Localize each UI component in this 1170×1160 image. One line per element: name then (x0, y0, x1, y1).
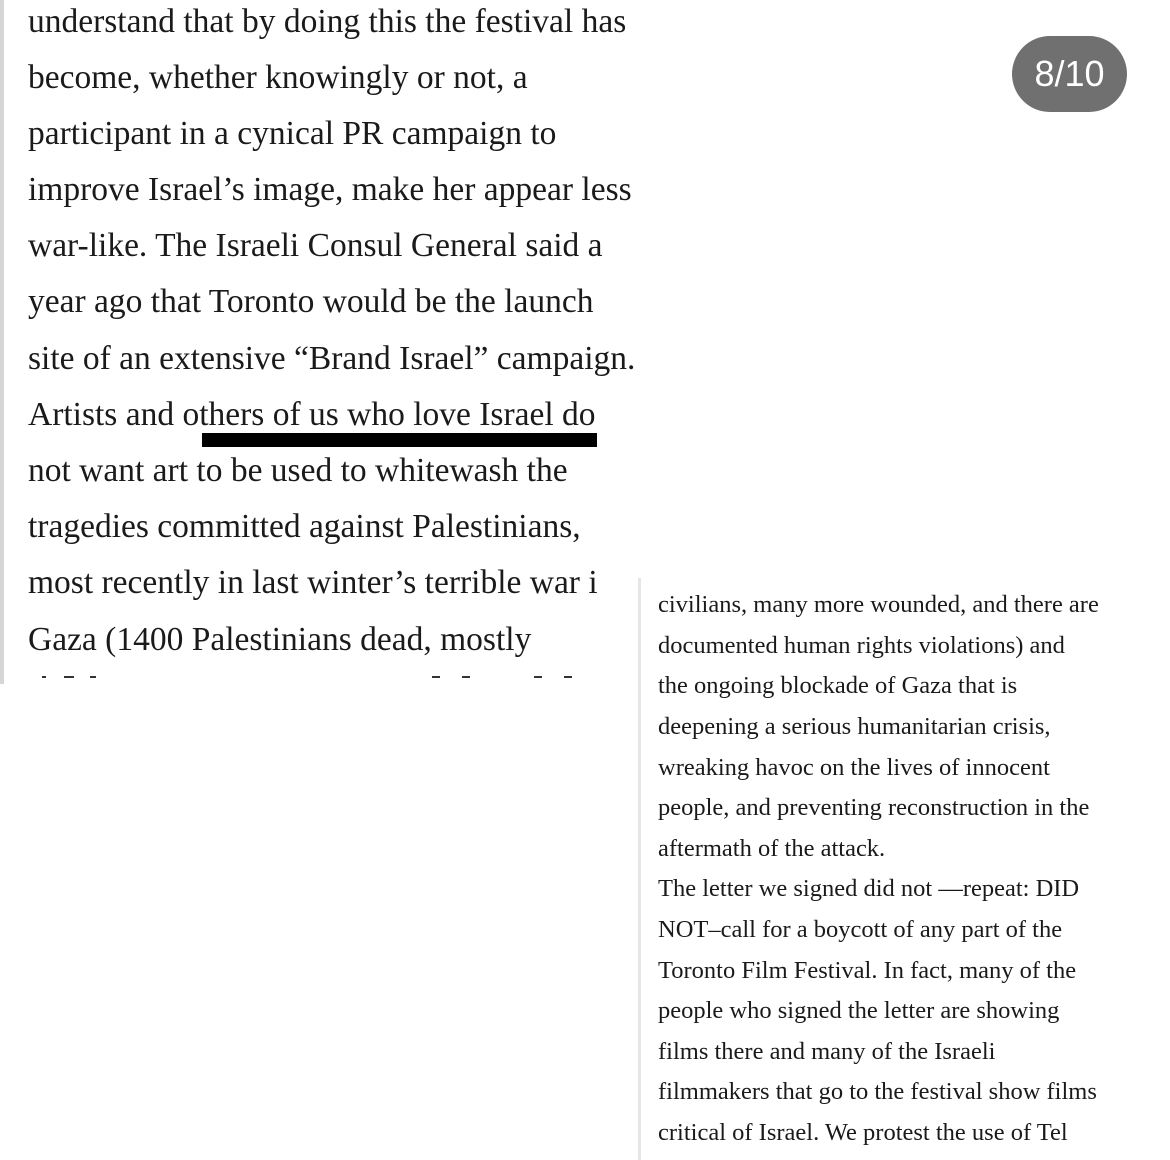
right-text-line: deepening a serious humanitarian crisis, (658, 713, 1051, 740)
left-text-line: understand that by doing this the festival has (28, 3, 627, 40)
right-text-line: civilians, many more wounded, and there are (658, 591, 1099, 618)
right-text-line: The letter we signed did not —repeat: DID (658, 875, 1080, 902)
cropped-text-fragments (4, 676, 690, 684)
right-screenshot-panel (638, 578, 1170, 1160)
left-text-line: year ago that Toronto would be the launch (28, 283, 594, 320)
right-text-line: the ongoing blockade of Gaza that is (658, 672, 1018, 699)
left-text-line: tragedies committed against Palestinians, (28, 508, 581, 545)
right-text-line: Toronto Film Festival. In fact, many of the (658, 957, 1077, 984)
right-text-line: people who signed the letter are showing (658, 997, 1060, 1024)
right-text-line: films there and many of the Israeli (658, 1038, 996, 1065)
left-text-line-highlighted: Artists and others of us who love Israel do (28, 396, 596, 433)
highlight-underline-bar (202, 433, 597, 447)
left-text-line: site of an extensive “Brand Israel” campaign. (28, 340, 636, 377)
right-text-line: wreaking havoc on the lives of innocent (658, 754, 1050, 781)
left-text-line: war-like. The Israeli Consul General said a (28, 227, 603, 264)
right-text-line: NOT–call for a boycott of any part of the (658, 916, 1063, 943)
left-text-line: Gaza (1400 Palestinians dead, mostly (28, 621, 532, 658)
right-text-line: documented human rights violations) and (658, 632, 1065, 659)
left-text-line: become, whether knowingly or not, a (28, 59, 528, 96)
right-text-line: filmmakers that go to the festival show films (658, 1078, 1097, 1105)
left-text-line: participant in a cynical PR campaign to (28, 115, 557, 152)
left-text-line: improve Israel’s image, make her appear less (28, 171, 632, 208)
left-text-line: most recently in last winter’s terrible war i (28, 564, 598, 601)
right-text-line: people, and preventing reconstruction in the (658, 794, 1090, 821)
left-text-line: not want art to be used to whitewash the (28, 452, 568, 489)
left-screenshot-panel (0, 0, 690, 684)
page-indicator-badge: 8/10 (1012, 36, 1127, 112)
right-text-line: aftermath of the attack. (658, 835, 886, 862)
right-text-line: critical of Israel. We protest the use of Tel (658, 1119, 1068, 1146)
